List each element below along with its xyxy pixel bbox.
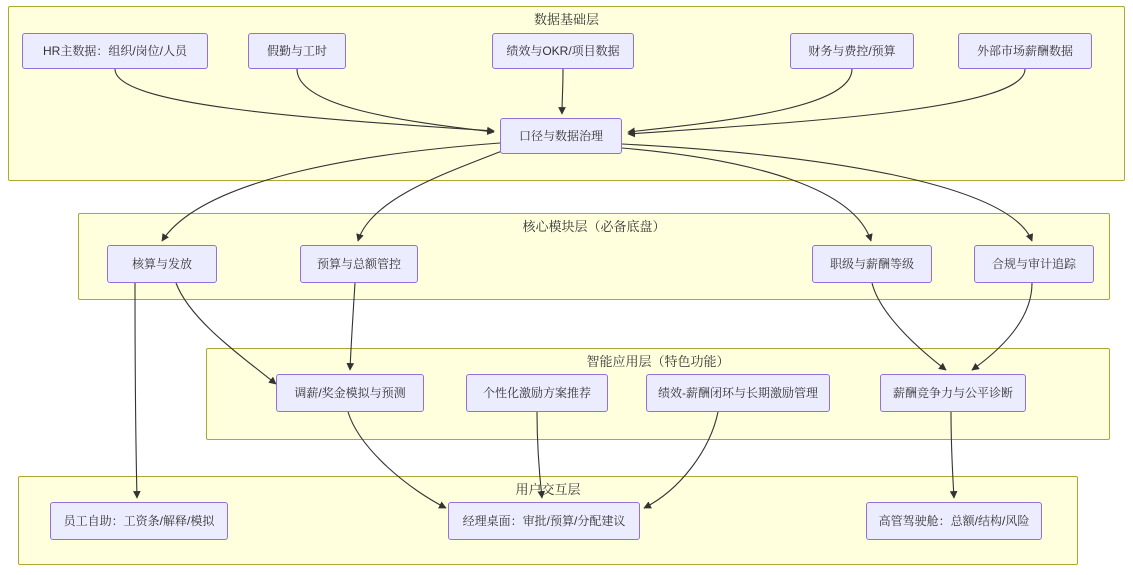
node-pay-competitiveness[interactable] (880, 374, 1026, 412)
node-pay-simulation[interactable] (276, 374, 424, 412)
node-label: 绩效-薪酬闭环与长期激励管理 (658, 386, 818, 400)
layer-core-modules (78, 213, 1110, 300)
layer-title: 核心模块层（必备底盘） (522, 219, 666, 234)
node-label: 职级与薪酬等级 (829, 257, 914, 271)
node-label: 预算与总额管控 (316, 257, 401, 271)
node-performance-okr[interactable] (492, 33, 634, 69)
node-external-market-pay[interactable] (958, 33, 1092, 69)
node-attendance-hours[interactable] (248, 33, 346, 69)
node-label: 员工自助：工资条/解释/模拟 (63, 514, 215, 528)
node-exec-cockpit[interactable] (866, 502, 1042, 540)
node-payroll-calc[interactable] (107, 245, 217, 283)
node-label: 个性化激励方案推荐 (482, 386, 591, 400)
node-label: 外部市场薪酬数据 (976, 44, 1073, 58)
layer-title: 智能应用层（特色功能） (586, 354, 730, 369)
node-label: 假勤与工时 (266, 44, 327, 58)
node-label: 口径与数据治理 (518, 129, 603, 143)
node-label: 调薪/奖金模拟与预测 (294, 386, 406, 400)
node-label: 薪酬竞争力与公平诊断 (892, 386, 1013, 400)
node-label: 绩效与OKR/项目数据 (506, 44, 620, 58)
edge-payroll-calc-to-employee-self-service (135, 283, 137, 498)
node-label: 财务与费控/预算 (808, 44, 896, 58)
node-compliance-audit[interactable] (974, 245, 1094, 283)
node-data-governance[interactable] (500, 118, 622, 154)
node-manager-desktop[interactable] (448, 502, 640, 540)
node-label: 核算与发放 (131, 257, 192, 271)
node-perf-pay-loop[interactable] (646, 374, 830, 412)
node-label: 高管驾驶舱：总额/结构/风险 (878, 514, 1030, 528)
node-finance-budget[interactable] (790, 33, 914, 69)
node-label: 经理桌面：审批/预算/分配建议 (462, 514, 626, 528)
layer-title: 用户交互层 (515, 482, 581, 497)
node-personalized-incentive[interactable] (466, 374, 608, 412)
node-grade-pay-level[interactable] (812, 245, 932, 283)
node-label: HR主数据：组织/岗位/人员 (42, 44, 187, 58)
node-budget-control[interactable] (300, 245, 418, 283)
node-hr-master-data[interactable] (22, 33, 208, 69)
layer-title: 数据基础层 (533, 12, 599, 27)
node-label: 合规与审计追踪 (991, 257, 1076, 271)
node-employee-self-service[interactable] (50, 502, 228, 540)
